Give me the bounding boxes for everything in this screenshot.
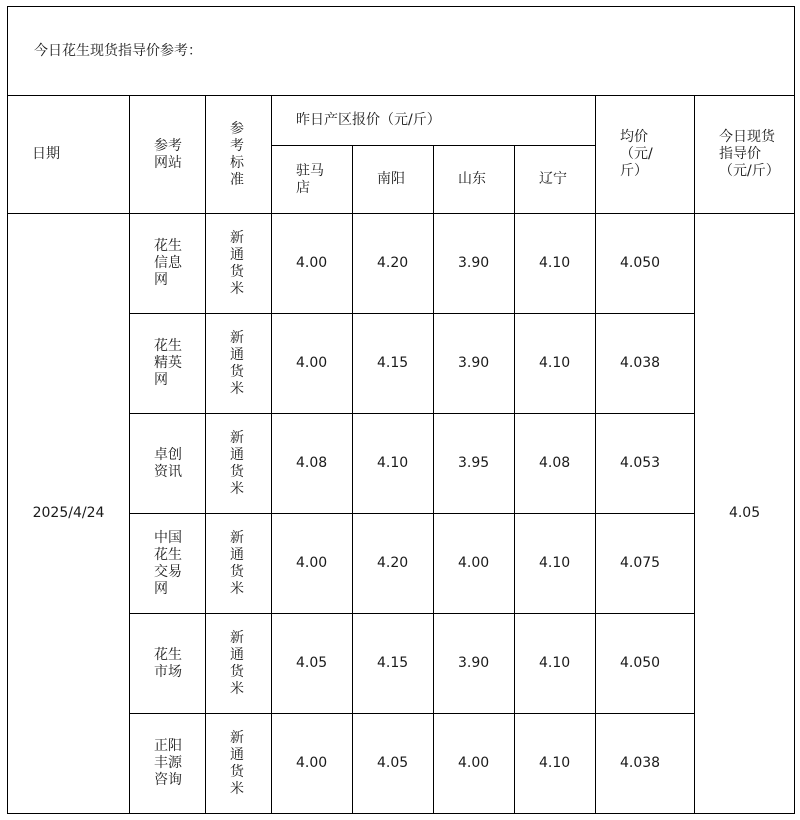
avg-cell: 4.053: [596, 414, 695, 514]
header-yesterday-group: 昨日产区报价（元/斤）: [272, 96, 596, 146]
price-cell: 3.95: [434, 414, 515, 514]
avg-cell: 4.038: [596, 314, 695, 414]
header-site: 参考网站: [154, 137, 182, 171]
table-caption: 今日花生现货指导价参考：: [8, 7, 795, 96]
price-cell: 4.15: [353, 314, 434, 414]
price-cell: 4.20: [353, 514, 434, 614]
price-cell: 4.00: [272, 514, 353, 614]
price-cell: 4.10: [515, 214, 596, 314]
site-cell: 卓创资讯: [154, 446, 182, 480]
site-cell: 花生精英网: [154, 338, 182, 388]
avg-cell: 4.050: [596, 614, 695, 714]
header-standard: 参考标准: [230, 120, 244, 188]
price-cell: 4.20: [353, 214, 434, 314]
avg-cell: 4.075: [596, 514, 695, 614]
header-region-nanyang: 南阳: [353, 146, 434, 214]
header-region-liaoning: 辽宁: [515, 146, 596, 214]
avg-cell: 4.050: [596, 214, 695, 314]
price-cell: 4.08: [272, 414, 353, 514]
standard-cell: 新通货米: [230, 529, 244, 597]
standard-cell: 新通货米: [230, 629, 244, 697]
site-cell: 正阳丰源咨询: [154, 738, 182, 788]
price-cell: 3.90: [434, 214, 515, 314]
price-cell: 4.15: [353, 614, 434, 714]
price-cell: 4.10: [515, 714, 596, 814]
price-cell: 4.05: [353, 714, 434, 814]
header-today: 今日现货指导价（元/斤）: [719, 129, 780, 179]
standard-cell: 新通货米: [230, 229, 244, 297]
date-cell: 2025/4/24: [8, 214, 130, 814]
avg-cell: 4.038: [596, 714, 695, 814]
standard-cell: 新通货米: [230, 729, 244, 797]
standard-cell: 新通货米: [230, 429, 244, 497]
price-cell: 4.10: [515, 614, 596, 714]
standard-cell: 新通货米: [230, 329, 244, 397]
price-cell: 4.10: [515, 514, 596, 614]
price-table: [7, 6, 795, 814]
price-cell: 4.00: [272, 714, 353, 814]
site-cell: 中国花生交易网: [154, 529, 182, 597]
header-avg: 均价（元/斤）: [620, 129, 653, 179]
price-cell: 4.10: [353, 414, 434, 514]
price-cell: 3.90: [434, 614, 515, 714]
header-region-shandong: 山东: [434, 146, 515, 214]
price-cell: 4.10: [515, 314, 596, 414]
price-cell: 4.00: [272, 214, 353, 314]
site-cell: 花生市场: [154, 646, 182, 680]
price-cell: 3.90: [434, 314, 515, 414]
price-cell: 4.00: [272, 314, 353, 414]
today-price-cell: 4.05: [695, 214, 795, 814]
header-region-zhumadian: 驻马店: [296, 162, 324, 196]
price-cell: 4.00: [434, 514, 515, 614]
header-date: 日期: [8, 96, 130, 214]
price-cell: 4.05: [272, 614, 353, 714]
price-cell: 4.00: [434, 714, 515, 814]
table-row: [8, 214, 795, 314]
site-cell: 花生信息网: [154, 238, 182, 288]
price-cell: 4.08: [515, 414, 596, 514]
